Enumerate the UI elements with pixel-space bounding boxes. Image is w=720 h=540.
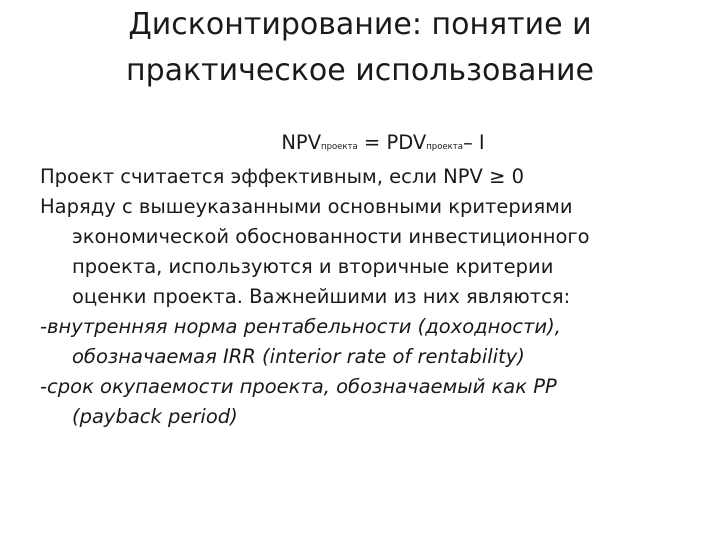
npv-formula (40, 128, 690, 162)
paragraph-line: Проект считается эффективным, если NPV ≥ 0 (40, 165, 525, 188)
paragraph-line: экономической обоснованности инвестиционного (72, 225, 590, 248)
paragraph-line: (payback period) (72, 405, 238, 428)
paragraph-line: обозначаемая IRR (interior rate of rentability) (72, 345, 525, 368)
paragraph-effectiveness (40, 162, 690, 192)
formula-pdv-subscript: проекта (426, 142, 463, 152)
paragraph-line: оценки проекта. Важнейшими из них являются: (72, 285, 571, 308)
paragraph-line: -внутренняя норма рентабельности (доходности), (40, 315, 561, 338)
formula-equals: = (357, 131, 387, 154)
paragraph-line: -срок окупаемости проекта, обозначаемый как PP (40, 375, 557, 398)
paragraph-payback-period (40, 372, 690, 432)
formula-pdv: PDV (386, 131, 427, 154)
paragraph-line: Наряду с вышеуказанными основными критериями (40, 195, 573, 218)
slide-title-line-2: практическое использование (125, 53, 595, 88)
formula-npv: NPV (281, 131, 322, 154)
formula-minus-investment: – I (462, 131, 485, 154)
paragraph-line: проекта, используются и вторичные критерии (72, 255, 554, 278)
paragraph-irr (40, 312, 690, 372)
paragraph-secondary-criteria (40, 192, 690, 312)
slide-title-line-1: Дисконтирование: понятие и (128, 7, 592, 42)
formula-npv-subscript: проекта (321, 142, 358, 152)
slide-title (40, 2, 680, 94)
slide-body (40, 128, 690, 432)
